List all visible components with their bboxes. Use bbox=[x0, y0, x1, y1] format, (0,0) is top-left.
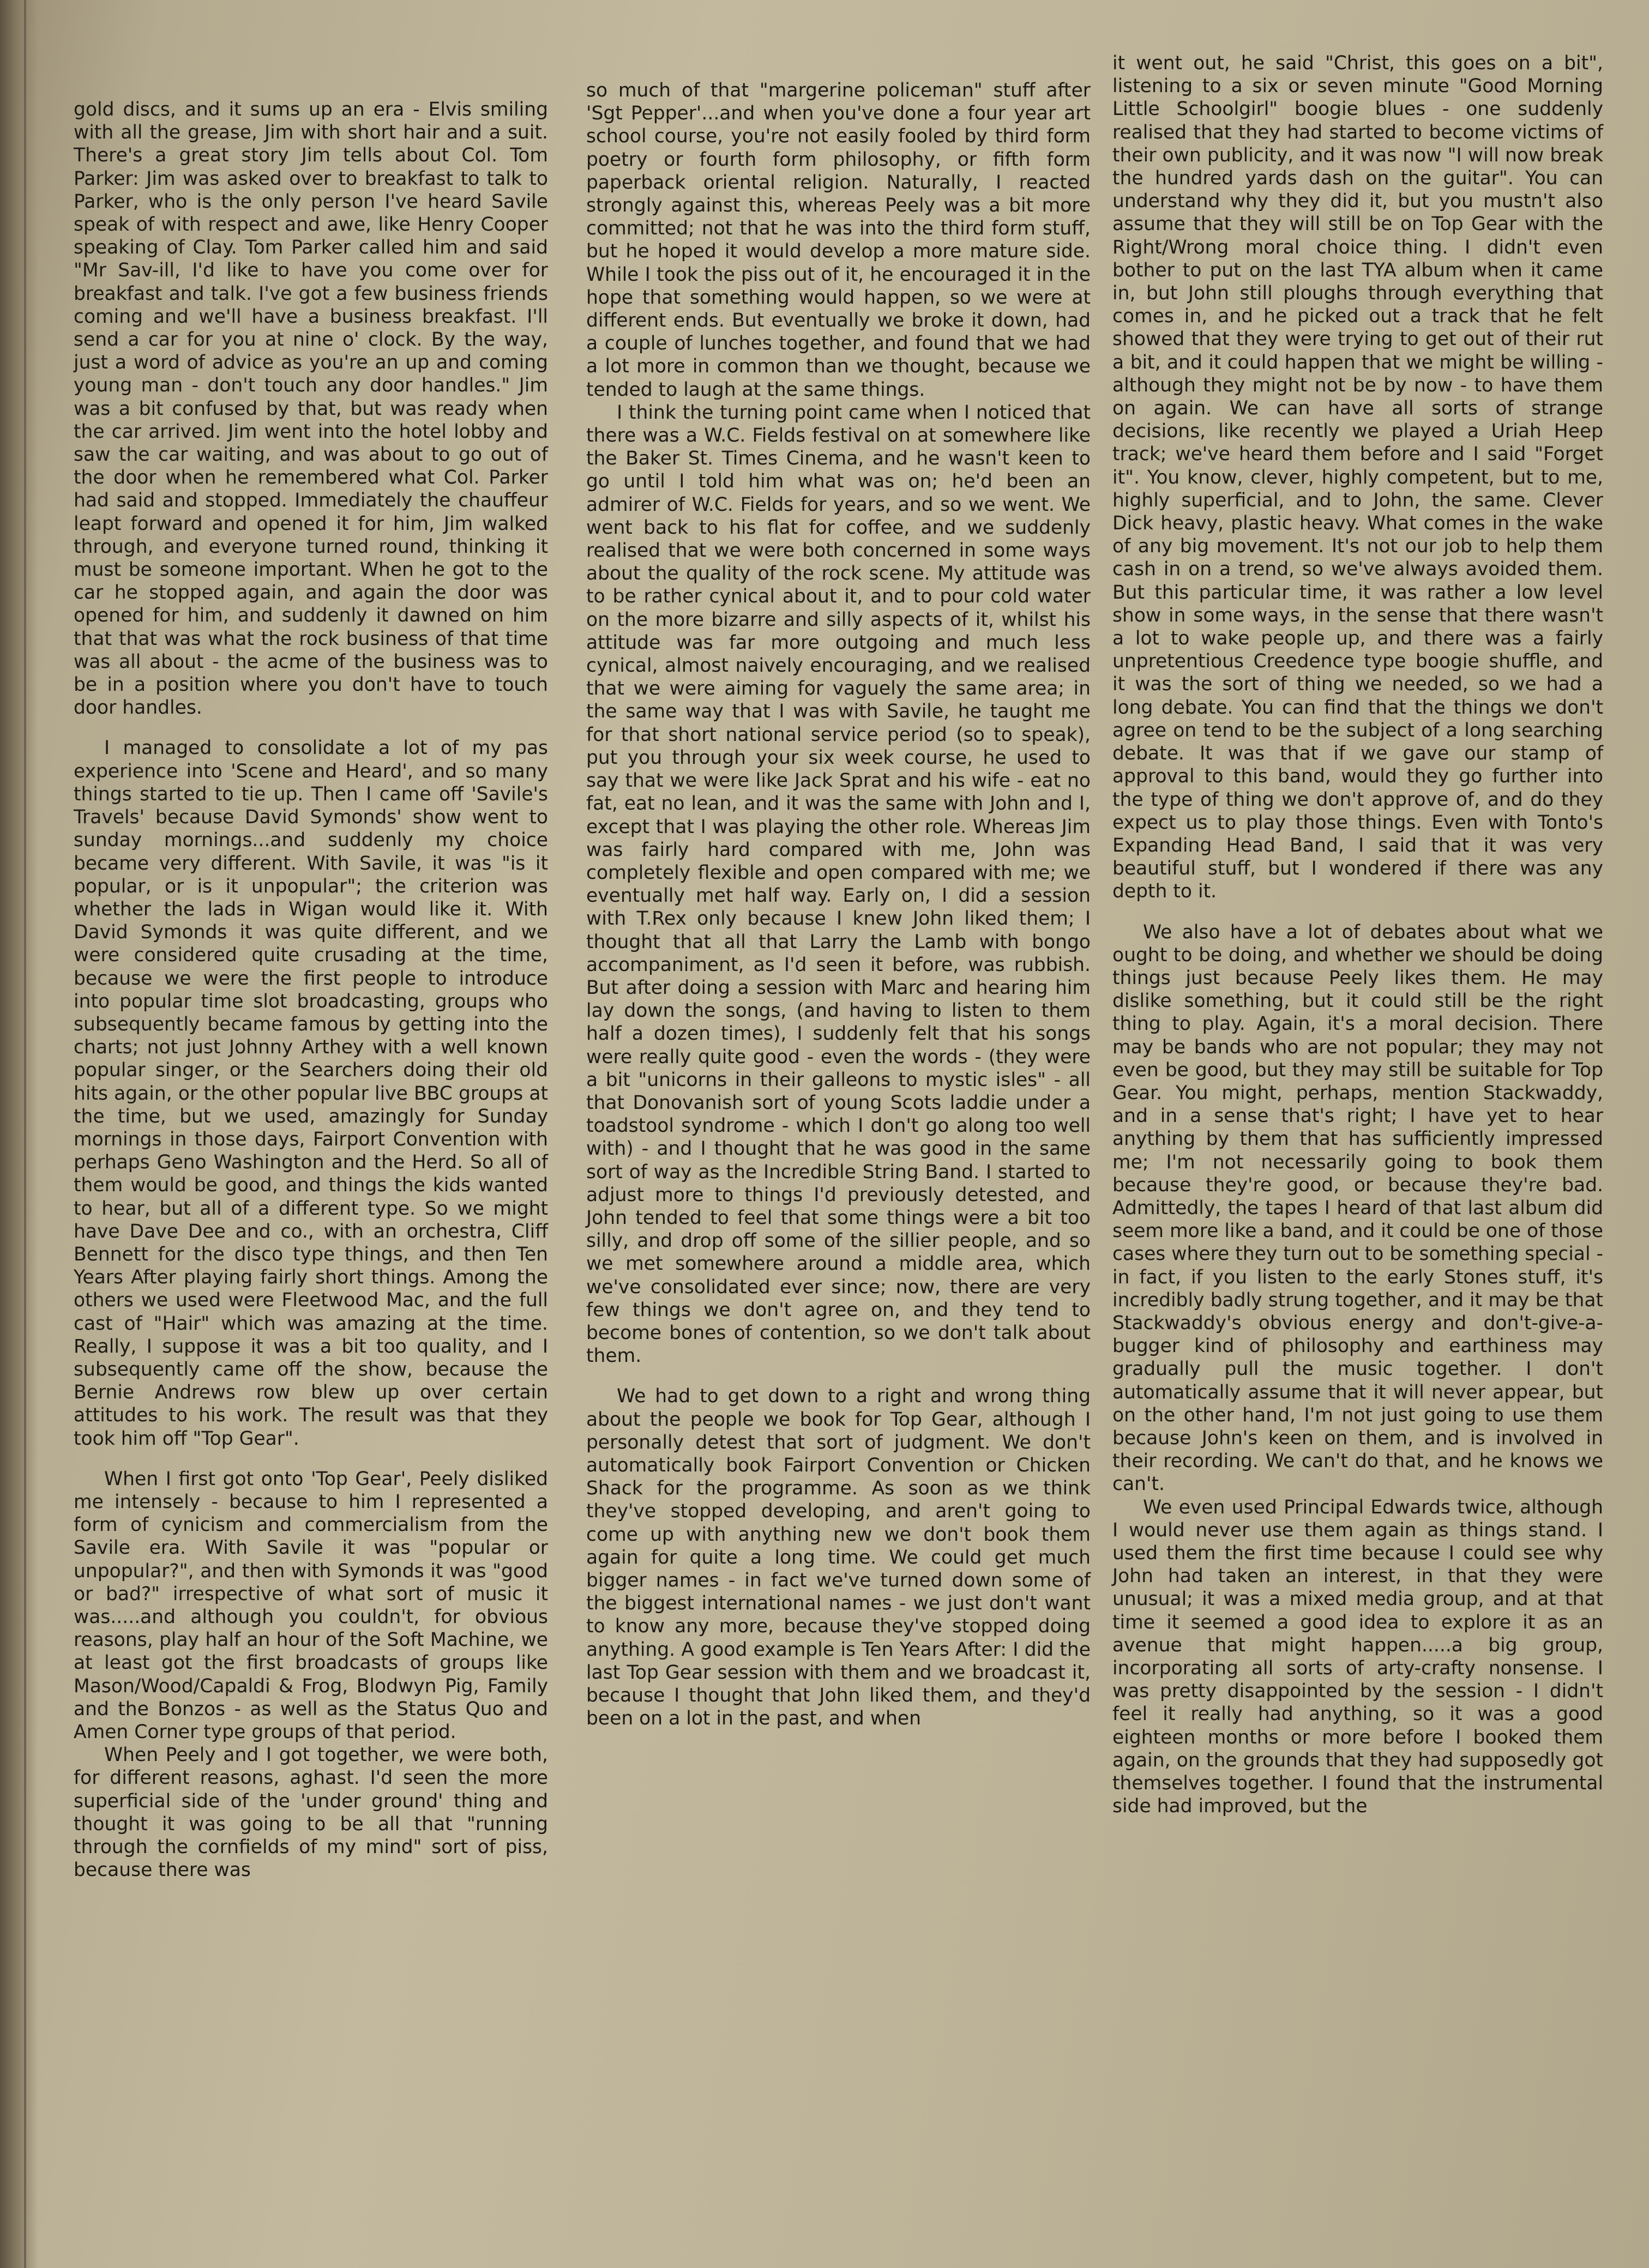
paragraph: When I first got onto 'Top Gear', Peely disliked me intensely - because to him I represented a form of cynicism and commercialism from the Savile era. With Savile it was "popular or unpopular?", and then with Symonds it was "good or bad?" irrespective of what sort of music it was.....and although you couldn't, for obvious reasons, play half an hour of the Soft Machine, we at least got the first broadcasts of groups like Mason/Wood/Capaldi & Frog, Blodwyn Pig, Family and the Bonzos - as well as the Status Quo and Amen Corner type groups of that period. bbox=[74, 1468, 548, 1744]
paragraph: I think the turning point came when I noticed that there was a W.C. Fields festival on at somewhere like the Baker St. Times Cinema, and he wasn't keen to go until I told him what was on; he'd been an admirer of W.C. Fields for years, and so we went. We went back to his flat for coffee, and we suddenly realised that we were both concerned in some ways about the quality of the rock scene. My attitude was to be rather cynical about it, and to pour cold water on the more bizarre and silly aspects of it, whilst his attitude was far more outgoing and much less cynical, almost naively encouraging, and we realised that we were aiming for vaguely the same area; in the same way that I was with Savile, he taught me for that short national service period (so to speak), put you through your six week course, he used to say that we were like Jack Sprat and his wife - eat no fat, eat no lean, and it was the same with John and I, except that I was playing the other role. Whereas Jim was fairly hard compared with me, John was completely flexible and open compared with me; we eventually met half way. Early on, I did a session with T.Rex only because I knew John liked them; I thought that all that Larry the Lamb with bongo accompaniment, as I'd seen it before, was rubbish. But after doing a session with Marc and hearing him lay down the songs, (and having to listen to them half a dozen times), I suddenly felt that his songs were really quite good - even the words - (they were a bit "unicorns in their galleons to mystic isles" - all that Donovanish sort of young Scots laddie under a toadstool syndrome - which I don't go along too well with) - and I thought that he was good in the same sort of way as the Incredible String Band. I started to adjust more to things I'd previously detested, and John tended to feel that some things were a bit too silly, and drop off some of the sillier people, and so we met somewhere around a middle area, which we've consolidated ever since; now, there are very few things we don't agree on, and they tend to become bones of contention, so we don't talk about them. bbox=[586, 401, 1091, 1367]
paragraph: it went out, he said "Christ, this goes on a bit", listening to a six or seven minute "Good Morning Little Schoolgirl" boogie blues - one suddenly realised that they had started to become victims of their own publicity, and it was now "I will now break the hundred yards dash on the guitar". You can understand why they did it, but you mustn't also assume that they will still be on Top Gear with the Right/Wrong moral choice thing. I didn't even bother to put on the last TYA album when it came in, but John still ploughs through everything that comes in, and he picked out a track that he felt showed that they were trying to get out of their rut a bit, and it could happen that we might be willing - although they might not be by now - to have them on again. We can have all sorts of strange decisions, like recently we played a Uriah Heep track; we've heard them before and I said "Forget it". You know, clever, highly competent, but to me, highly superficial, and to John, the same. Clever Dick heavy, plastic heavy. What comes in the wake of any big movement. It's not our job to help them cash in on a trend, so we've always avoided them. But this particular time, it was rather a low level show in some ways, in the sense that there wasn't a lot to wake people up, and there was a fairly unpretentious Creedence type boogie shuffle, and it was the sort of thing we needed, so we had a long debate. You can find that the things we don't agree on tend to be the subject of a long searching debate. It was that if we gave our stamp of approval to this band, would they go further into the type of thing we don't approve of, and do they expect us to play those things. Even with Tonto's Expanding Head Band, I said that it was very beautiful stuff, but I wondered if there was any depth to it. bbox=[1112, 52, 1603, 903]
paragraph: so much of that "margerine policeman" stuff after 'Sgt Pepper'...and when you've done a four year art school course, you're not easily fooled by third form poetry or fourth form philosophy, or fifth form paperback oriental religion. Naturally, I reacted strongly against this, whereas Peely was a bit more committed; not that he was into the third form stuff, but he hoped it would develop a more mature side. While I took the piss out of it, he encouraged it in the hope that something would happen, so we were at different ends. But eventually we broke it down, had a couple of lunches together, and found that we had a lot more in common than we thought, because we tended to laugh at the same things. bbox=[586, 80, 1091, 401]
text-column-left bbox=[74, 98, 548, 1899]
paragraph: gold discs, and it sums up an era - Elvis smiling with all the grease, Jim with short hair and a suit. There's a great story Jim tells about Col. Tom Parker: Jim was asked over to breakfast to talk to Parker, who is the only person I've heard Savile speak of with respect and awe, like Henry Cooper speaking of Clay. Tom Parker called him and said "Mr Sav-ill, I'd like to have you come over for breakfast and talk. I've got a few business friends coming and we'll have a business breakfast. I'll send a car for you at nine o' clock. By the way, just a word of advice as you're an up and coming young man - don't touch any door handles." Jim was a bit confused by that, but was ready when the car arrived. Jim went into the hotel lobby and saw the car waiting, and was about to go out of the door when he remembered what Col. Parker had said and stopped. Immediately the chauffeur leapt forward and opened it for him, Jim walked through, and everyone turned round, thinking it must be someone important. When he got to the car he stopped again, and again the door was opened for him, and suddenly it dawned on him that that was what the rock business of that time was all about - the acme of the business was to be in a position where you don't have to touch door handles. bbox=[74, 99, 548, 719]
text-column-right bbox=[1112, 52, 1603, 1835]
paragraph: We had to get down to a right and wrong thing about the people we book for Top Gear, although I personally detest that sort of judgment. We don't automatically book Fairport Convention or Chicken Shack for the programme. As soon as we think they've stopped developing, and aren't going to come up with anything new we don't book them again for quite a long time. We could get much bigger names - in fact we've turned down some of the biggest international names - we just don't want to know any more, because they've stopped doing anything. A good example is Ten Years After: I did the last Top Gear session with them and we broadcast it, because I thought that John liked them, and they'd been on a lot in the past, and when bbox=[586, 1385, 1091, 1730]
page-spine-edge bbox=[24, 0, 26, 2268]
paragraph: We also have a lot of debates about what we ought to be doing, and whether we should be doing things just because Peely likes them. He may dislike something, but it could still be the right thing to play. Again, it's a moral decision. There may be bands who are not popular; they may not even be good, but they may still be suitable for Top Gear. You might, perhaps, mention Stackwaddy, and in a sense that's right; I have yet to hear anything by them that has sufficiently impressed me; I'm not necessarily going to book them because they're good, or because they're bad. Admittedly, the tapes I heard of that last album did seem more like a band, and it could be one of those cases where they turn out to be something special - in fact, if you listen to the early Stones stuff, it's incredibly badly strung together, and it may be that Stackwaddy's obvious energy and don't-give-a-bugger kind of philosophy and earthiness may gradually pull the music together. I don't automatically assume that it will never appear, but on the other hand, I'm not just going to use them because John's keen on them, and is involved in their recording. We can't do that, and he knows we can't. bbox=[1112, 921, 1603, 1495]
binding-gutter bbox=[0, 0, 38, 2268]
paragraph: When Peely and I got together, we were both, for different reasons, aghast. I'd seen the more superficial side of the 'under ground' thing and thought it was going to be all that "running through the cornfields of my mind" sort of piss, because there was bbox=[74, 1744, 548, 1881]
text-column-middle bbox=[586, 79, 1091, 1747]
paragraph: We even used Principal Edwards twice, although I would never use them again as things stand. I used them the first time because I could see why John had taken an interest, in that they were unusual; it was a mixed media group, and at that time it seemed a good idea to explore it as an avenue that might happen.....a big group, incorporating all sorts of arty-crafty nonsense. I was pretty disappointed by the session - I didn't feel it really had anything, so it was a good eighteen months or more before I booked them again, on the grounds that they had supposedly got themselves together. I found that the instrumental side had improved, but the bbox=[1112, 1496, 1603, 1818]
paragraph: I managed to consolidate a lot of my pas experience into 'Scene and Heard', and so many things started to tie up. Then I came off 'Savile's Travels' because David Symonds' show went to sunday mornings...and suddenly my choice became very different. With Savile, it was "is it popular, or is it unpopular"; the criterion was whether the lads in Wigan would like it. With David Symonds it was quite different, and we were considered quite crusading at the time, because we were the first people to introduce into popular time slot broadcasting, groups who subsequently became famous by getting into the charts; not just Johnny Arthey with a well known popular singer, or the Searchers doing their old hits again, or the other popular live BBC groups at the time, but we used, amazingly for Sunday mornings in those days, Fairport Convention with perhaps Geno Washington and the Herd. So all of them would be good, and things the kids wanted to hear, but all of a different type. So we might have Dave Dee and co., with an orchestra, Cliff Bennett for the disco type things, and then Ten Years After playing fairly short things. Among the others we used were Fleetwood Mac, and the full cast of "Hair" which was amazing at the time. Really, I suppose it was a bit too quality, and I subsequently came off the show, because the Bernie Andrews row blew up over certain attitudes to his work. The result was that they took him off "Top Gear". bbox=[74, 737, 548, 1450]
